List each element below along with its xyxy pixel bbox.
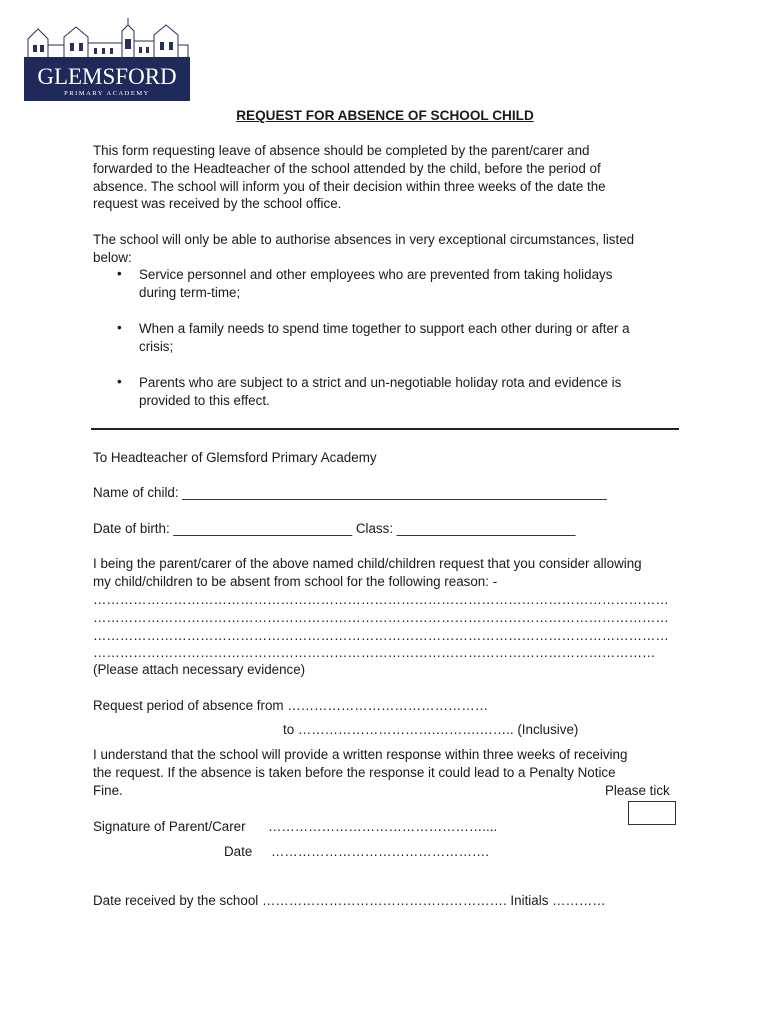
- understand-text: I understand that the school will provide a written response within three weeks of receiving: [93, 747, 628, 762]
- signature-label: Signature of Parent/Carer: [93, 819, 246, 834]
- intro-line: request was received by the school office.: [93, 196, 342, 211]
- intro-line: forwarded to the Headteacher of the school attended by the child, before the period of: [93, 161, 601, 176]
- bullet-text: Parents who are subject to a strict and un-negotiable holiday rota and evidence is: [139, 375, 622, 390]
- request-text: my child/children to be absent from school for the following reason: -: [93, 574, 498, 589]
- bullet-text: When a family needs to spend time together to support each other during or after a: [139, 321, 630, 336]
- date-field[interactable]: ………………………………………….: [271, 844, 489, 859]
- reason-line[interactable]: …………………………………………………………………………………………………………………: [93, 592, 669, 607]
- school-building-icon: [24, 15, 190, 101]
- request-text: I being the parent/carer of the above named child/children request that you consider allowing: [93, 556, 642, 571]
- child-name-field[interactable]: Name of child: _________________________________________________________: [93, 485, 607, 500]
- reason-line[interactable]: ………………………………………………………………………………………………………………: [93, 645, 656, 660]
- logo-subtitle: PRIMARY ACADEMY: [64, 90, 150, 97]
- reason-line[interactable]: …………………………………………………………………………………………………………………: [93, 628, 669, 643]
- please-tick-label: Please tick: [605, 783, 670, 798]
- page-title: REQUEST FOR ABSENCE OF SCHOOL CHILD: [236, 108, 534, 123]
- date-label: Date: [224, 844, 253, 859]
- authorise-line: below:: [93, 250, 132, 265]
- bullet-icon: •: [117, 374, 122, 389]
- period-from-field[interactable]: Request period of absence from ………………………………………: [93, 698, 489, 713]
- intro-line: absence. The school will inform you of their decision within three weeks of the date the: [93, 179, 606, 194]
- evidence-note: (Please attach necessary evidence): [93, 662, 306, 677]
- tick-box[interactable]: [628, 801, 676, 825]
- bullet-text: provided to this effect.: [139, 393, 270, 408]
- bullet-text: Service personnel and other employees who are prevented from taking holidays: [139, 267, 613, 282]
- to-headteacher: To Headteacher of Glemsford Primary Academy: [93, 450, 377, 465]
- authorise-line: The school will only be able to authorise absences in very exceptional circumstances, listed: [93, 232, 635, 247]
- understand-text: Fine.: [93, 783, 123, 798]
- bullet-text: during term-time;: [139, 285, 241, 300]
- bullet-text: crisis;: [139, 339, 174, 354]
- school-logo: [24, 15, 190, 101]
- bullet-icon: •: [117, 320, 122, 335]
- logo-name: GLEMSFORD: [37, 64, 177, 89]
- understand-text: the request. If the absence is taken before the response it could lead to a Penalty Notice: [93, 765, 616, 780]
- reason-line[interactable]: …………………………………………………………………………………………………………………: [93, 610, 669, 625]
- section-divider: [91, 428, 679, 430]
- intro-line: This form requesting leave of absence should be completed by the parent/carer and: [93, 143, 590, 158]
- signature-field[interactable]: …………………………………………....: [268, 819, 498, 834]
- bullet-icon: •: [117, 266, 122, 281]
- dob-class-field[interactable]: Date of birth: ________________________ Class: ________________________: [93, 521, 576, 536]
- date-received-field[interactable]: Date received by the school ………………………………………………. Initials …………: [93, 893, 606, 908]
- period-to-field[interactable]: to ………………………….……….…….. (Inclusive): [283, 722, 579, 737]
